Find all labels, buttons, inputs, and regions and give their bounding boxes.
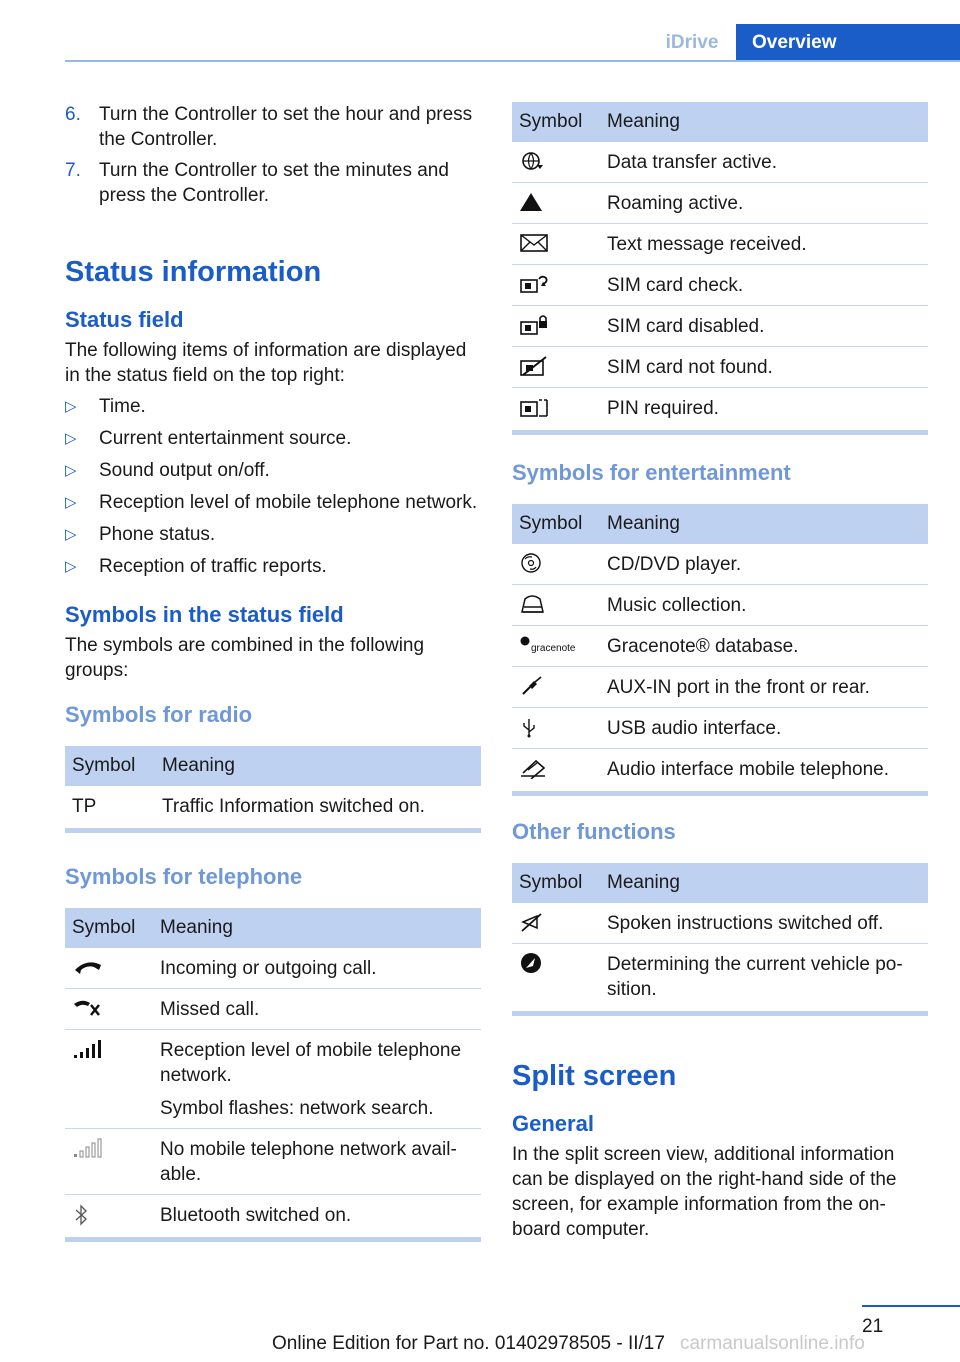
meaning-cell: Gracenote® database. [600,626,928,667]
table-row [65,1195,481,1236]
bullet-triangle-icon: ▷ [65,462,77,479]
meaning-cell: Spoken instructions switched off. [600,903,928,944]
list-item: ▷ Time. [65,396,146,417]
sim-check-icon [512,265,600,306]
gracenote-logo-text: gracenote [531,643,576,654]
table-row [512,944,928,1010]
symbols-status-heading: Symbols in the status field [65,602,344,627]
roaming-icon [512,183,600,224]
music-collection-icon [512,585,600,626]
sim-not-found-icon [512,347,600,388]
telephone-heading: Symbols for telephone [65,864,303,889]
meaning-cell: Text message received. [600,224,928,265]
meaning-cell: Traffic Information switched on. [162,796,425,817]
step-item [65,102,481,152]
other-functions-table [512,863,928,1009]
table-row [65,786,481,826]
meaning-cell: PIN required. [607,398,719,419]
meaning-cell: Reception level of mobile telephone network. Symbol flashes: network search. [153,1030,481,1129]
envelope-icon [512,224,600,265]
bullet-triangle-icon: ▷ [65,494,77,511]
symbol-column-header: Symbol [65,746,155,786]
table-row [512,544,928,585]
table-end-rule [512,1011,928,1016]
bullet-triangle-icon: ▷ [65,398,77,415]
meaning-cell: AUX-IN port in the front or rear. [600,667,928,708]
missed-call-icon [65,989,153,1030]
table-row [65,1030,481,1129]
page-header [0,24,960,62]
meaning-cell: Data transfer active. [600,142,928,183]
meaning-cell: Incoming or outgoing call. [153,948,481,989]
tab-overview[interactable]: Overview [736,24,960,61]
step-text: Turn the Controller to set the minutes and press the Controller. [99,160,449,206]
list-item: ▷ Phone status. [65,524,216,545]
table-end-rule [512,430,928,435]
aux-plug-icon [512,667,600,708]
list-item: ▷ Current entertainment source. [65,428,352,449]
list-item: ▷ Reception level of mobile telephone network. [65,492,478,513]
status-field-intro: The following items of information are displayed in the status field on the top right: [65,340,467,386]
bullet-triangle-icon: ▷ [65,430,77,447]
table-row [512,347,928,388]
left-column [65,102,481,1242]
status-field-heading: Status field [65,307,184,332]
vehicle-position-icon [512,944,600,1010]
step-list [65,102,481,208]
meaning-column-header: Meaning [600,504,928,544]
table-row [512,667,928,708]
table-row [65,1129,481,1195]
cd-dvd-icon [512,544,600,585]
table-row [512,388,928,429]
meaning-column-header: Meaning [600,102,928,142]
meaning-cell: USB audio interface. [600,708,928,749]
table-row [512,183,928,224]
meaning-cell: Roaming active. [600,183,928,224]
radio-heading: Symbols for radio [65,702,253,727]
pin-required-icon [512,388,600,429]
table-row [512,626,928,667]
bluetooth-icon [65,1195,153,1236]
symbol-column-header: Symbol [512,102,600,142]
table-row [512,306,928,347]
list-item: ▷ Reception of traffic reports. [65,556,327,577]
watermark: carmanualsonline.info [680,1333,865,1354]
meaning-column-header: Meaning [153,908,481,948]
footer-rule [862,1305,960,1307]
symbol-column-header: Symbol [512,504,600,544]
meaning-cell: SIM card disabled. [600,306,928,347]
gracenote-logo-icon [512,626,600,667]
meaning-cell: Determining the current vehicle position. [607,954,903,1000]
table-row [512,142,928,183]
symbol-column-header: Symbol [65,908,153,948]
signal-bars-icon [65,1030,153,1129]
meaning-cell: Missed call. [153,989,481,1030]
data-transfer-icon [512,142,600,183]
edition-line: Online Edition for Part no. 01402978505 - II/17 [272,1333,665,1354]
split-screen-text: In the split screen view, additional information can be displayed on the right-hand side of the screen, for example information from the onboard computer. [512,1144,897,1240]
step-number: 6. [65,104,81,125]
meaning-column-header: Meaning [155,746,481,786]
entertainment-heading: Symbols for entertainment [512,460,791,485]
meaning-cell: SIM card not found. [600,347,928,388]
speech-off-icon [512,903,600,944]
bullet-triangle-icon: ▷ [65,558,77,575]
phone-audio-icon [512,749,600,790]
table-row [512,708,928,749]
meaning-cell: Bluetooth switched on. [160,1205,352,1226]
no-network-icon [65,1129,153,1195]
right-column [512,102,928,1242]
meaning-cell: No mobile telephone network available. [153,1129,481,1195]
general-heading: General [512,1111,594,1136]
other-functions-heading: Other functions [512,819,676,844]
status-field-list [65,394,481,579]
meaning-cell: Music collection. [600,585,928,626]
bullet-triangle-icon: ▷ [65,526,77,543]
page-number: 21 [862,1316,884,1337]
tp-symbol: TP [72,796,97,817]
usb-icon [512,708,600,749]
sim-locked-icon [512,306,600,347]
table-row [512,749,928,790]
step-text: Turn the Controller to set the hour and press the Controller. [99,104,473,150]
table-end-rule [65,828,481,833]
table-row [512,224,928,265]
header-rule [65,60,960,62]
meaning-cell: Audio interface mobile telephone. [607,759,890,780]
table-row [512,265,928,306]
radio-table [65,746,481,826]
table-end-rule [65,1237,481,1242]
symbol-column-header: Symbol [512,863,600,903]
list-item: ▷ Sound output on/off. [65,460,270,481]
table-row [512,903,928,944]
symbols-status-intro: The symbols are combined in the following groups: [65,635,425,681]
status-information-heading: Status information [65,256,322,288]
table-end-rule [512,791,928,796]
entertainment-table [512,504,928,789]
step-number: 7. [65,160,81,181]
flash-note: Symbol flashes: network search. [160,1098,434,1119]
meaning-cell: CD/DVD player. [600,544,928,585]
meaning-column-header: Meaning [600,863,928,903]
meaning-cell: SIM card check. [600,265,928,306]
tab-idrive[interactable]: iDrive [665,32,719,53]
table-row [65,989,481,1030]
telephone-table-continued [512,102,928,428]
phone-call-icon [65,948,153,989]
telephone-table [65,908,481,1235]
split-screen-heading: Split screen [512,1060,677,1092]
step-item [65,158,481,208]
table-row [512,585,928,626]
table-row [65,948,481,989]
